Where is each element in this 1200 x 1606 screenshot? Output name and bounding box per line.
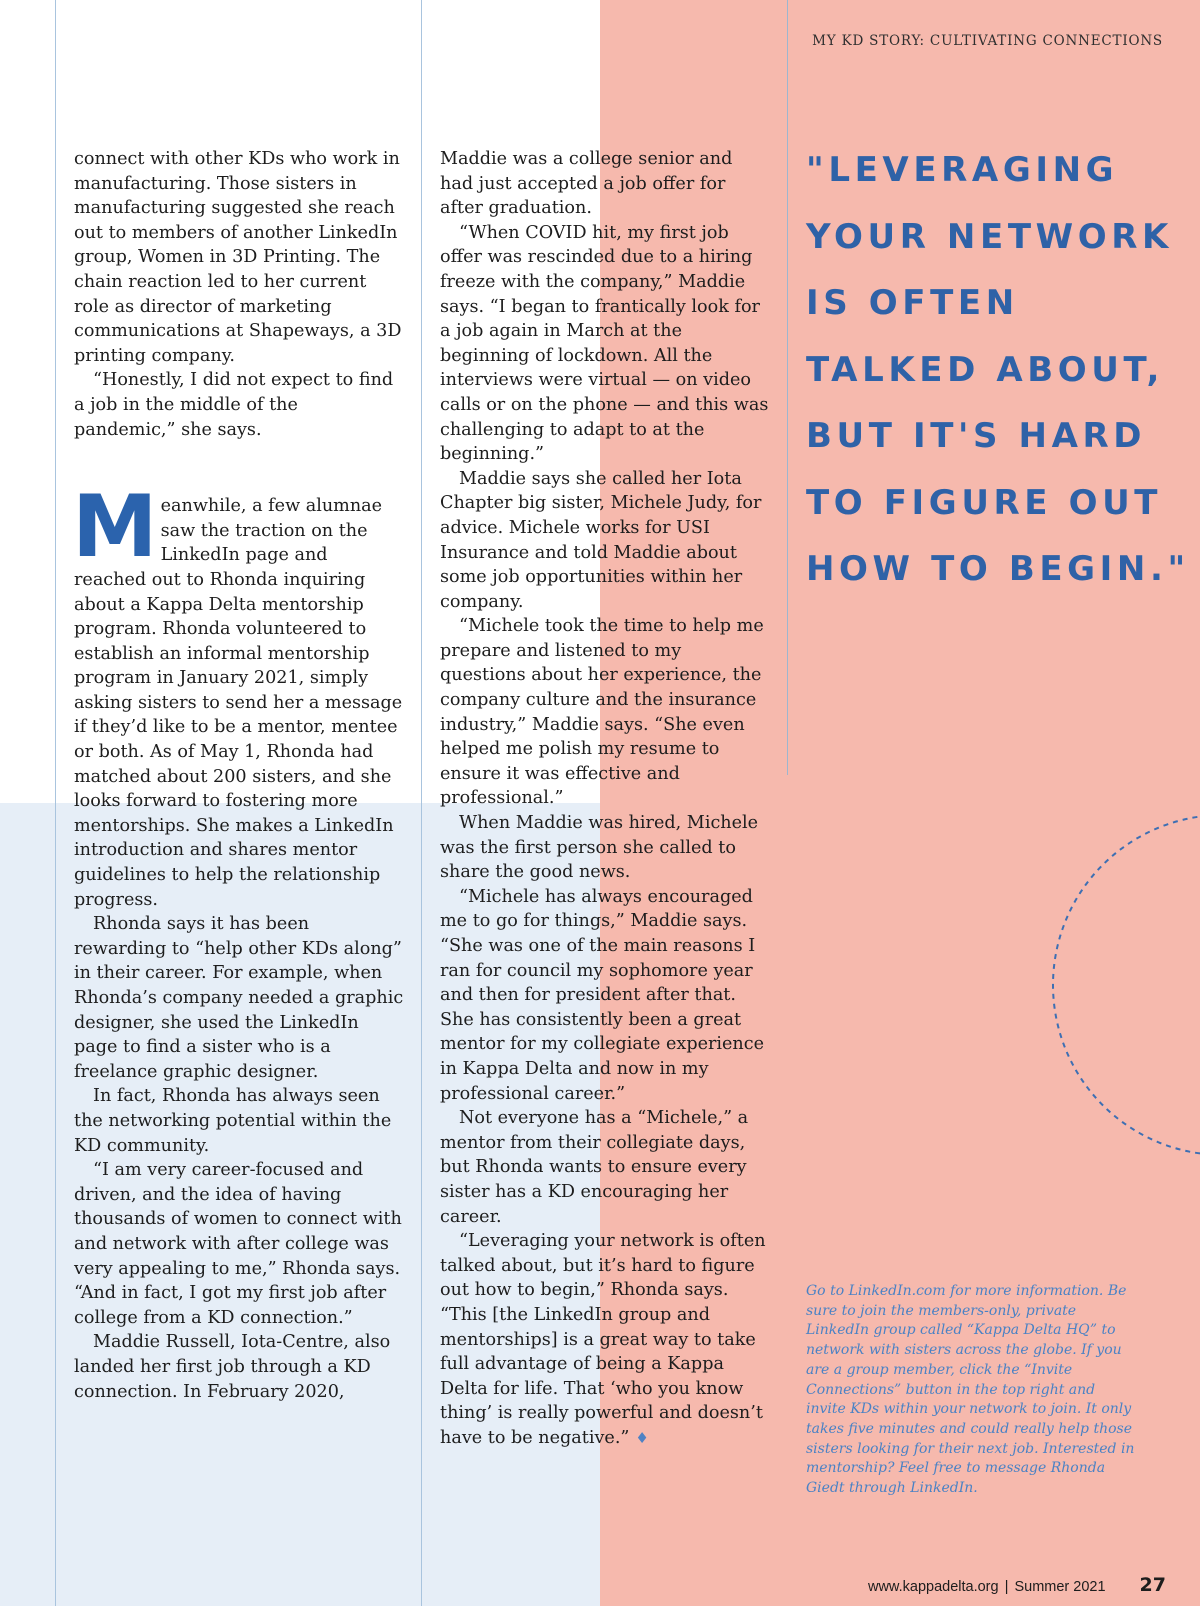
divider-line [787,0,788,775]
sidebar-note: Go to LinkedIn.com for more information. Be sure to join the members-only, private LinkedIn group called “Kappa Delta HQ” to network with sisters across the globe. If you are a group member, click the “Invite Connections” button in the top right and invite KDs within your network to join. It only takes five minutes and could really help those sisters looking for their next job. Interested in mentorship? Feel free to message Rhonda Giedt through LinkedIn. [806,1283,1135,1497]
divider-line [421,0,422,1606]
paragraph: “I am very career-focused and driven, and the idea of having thousands of women to connect with and network with after college was very appealing to me,” Rhonda says. “And in fact, I got my first job after college from a KD connection.” [74,1160,402,1328]
article-column-1 [74,147,404,1404]
pull-quote: "LEVERAGING YOUR NETWORK IS OFTEN TALKED ABOUT, BUT IT'S HARD TO FIGURE OUT HOW TO BEGIN." [806,150,1190,589]
end-mark-icon: ♦ [635,1428,649,1447]
section-header: MY KD STORY: CULTIVATING CONNECTIONS [812,33,1163,49]
article-column-2 [440,147,770,1450]
paragraph-text: “Leveraging your network is often talked about, but it’s hard to figure out how to begin,” Rhonda says. “This [the LinkedIn group and mentorships] is a great way to take full advantage of being a Kappa Delta for life. That ‘who you know thing’ is really powerful and doesn’t have to be negative.” [440,1231,766,1448]
page-number: 27 [1139,1574,1166,1596]
footer-separator: | [1004,1578,1009,1595]
paragraph: In fact, Rhonda has always seen the networking potential within the KD community. [74,1086,392,1156]
divider-line [55,0,56,1606]
dashed-circle-decoration [1040,815,1200,1175]
paragraph: “Honestly, I did not expect to find a job in the middle of the pandemic,” she says. [74,370,394,440]
paragraph: “When COVID hit, my first job offer was rescinded due to a hiring freeze with the company,” Maddie says. “I began to frantically look for a job again in March at the beginning of lockdown. All the interviews were virtual — on video calls or on the phone — and this was challenging to adapt to at the beginning.” [440,222,769,465]
paragraph: Maddie was a college senior and had just accepted a job offer for after graduation. [440,149,733,219]
paragraph: connect with other KDs who work in manufacturing. Those sisters in manufacturing suggested she reach out to members of another LinkedIn group, Women in 3D Printing. The chain reaction led to her current role as director of marketing communications at Shapeways, a 3D printing company. [74,149,402,366]
footer-issue: Summer 2021 [1014,1579,1106,1595]
footer-website: www.kappadelta.org [867,1579,999,1595]
paragraph: “Michele has always encouraged me to go for things,” Maddie says. “She was one of the main reasons I ran for council my sophomore year and then for president after that. She has consistently been a great mentor for my collegiate experience in Kappa Delta and now in my professional career.” [440,886,765,1104]
paragraph: Maddie says she called her Iota Chapter big sister, Michele Judy, for advice. Michele works for USI Insurance and told Maddie about some job opportunities within her company. [440,468,762,612]
paragraph: “Michele took the time to help me prepare and listened to my questions about her experience, the company culture and the insurance industry,” Maddie says. “She even helped me polish my resume to ensure it was effective and professional.” [440,616,764,809]
page-footer [868,1574,1166,1596]
dropcap-paragraph [72,477,404,912]
paragraph [440,1229,770,1450]
dropcap-letter: M [72,477,158,578]
paragraph: When Maddie was hired, Michele was the first person she called to share the good news. [440,813,759,883]
paragraph: Not everyone has a “Michele,” a mentor from their collegiate days, but Rhonda wants to ensure every sister has a KD encouraging her career. [440,1108,749,1227]
paragraph: Rhonda says it has been rewarding to “help other KDs along” in their career. For example, when Rhonda’s company needed a graphic designer, she used the LinkedIn page to find a sister who is a freelance graphic designer. [74,914,404,1082]
paragraph-text: eanwhile, a few alumnae saw the traction on the LinkedIn page and reached out to Rhonda inquiring about a Kappa Delta mentorship program. Rhonda volunteered to establish an informal mentorship program in January 2021, simply asking sisters to send her a message if they’d like to be a mentor, mentee or both. As of May 1, Rhonda had matched about 200 sisters, and she looks forward to fostering more mentorships. She makes a LinkedIn introduction and shares mentor guidelines to help the relationship progress. [74,496,403,910]
paragraph: Maddie Russell, Iota-Centre, also landed her first job through a KD connection. In February 2020, [74,1332,391,1402]
